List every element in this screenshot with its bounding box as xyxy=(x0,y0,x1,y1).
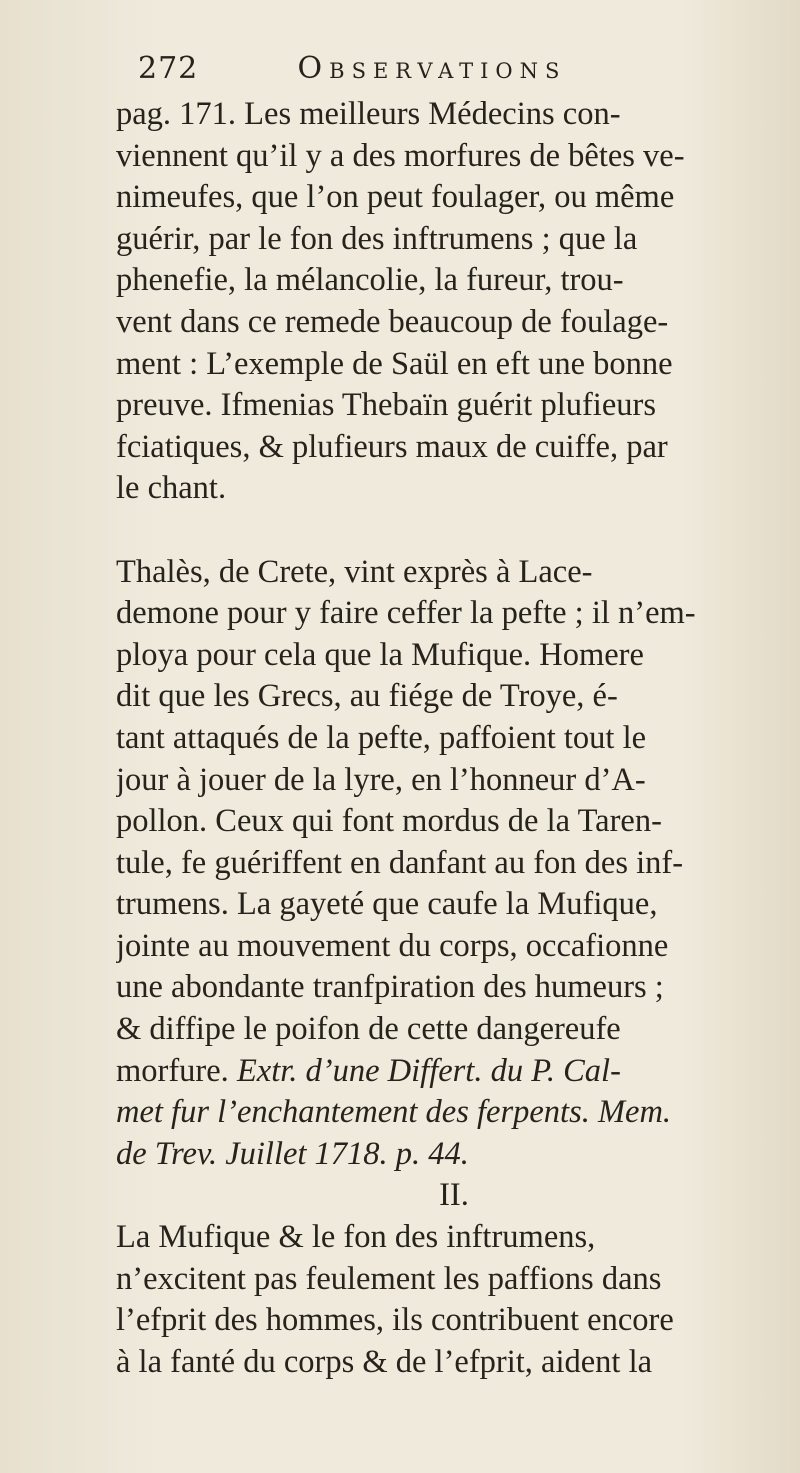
page-number: 272 xyxy=(138,51,199,86)
citation-line xyxy=(116,1092,792,1134)
text-line: demone pour y faire ceffer la pefte ; il n’em- xyxy=(116,595,696,632)
text-line: ploya pour cela que la Mufique. Homere xyxy=(116,636,644,673)
paragraph xyxy=(116,1217,792,1383)
text-line: nimeufes, que l’on peut foulager, ou même xyxy=(116,179,675,216)
text-line: trumens. La gayeté que caufe la Mufique, xyxy=(116,886,658,923)
text-line xyxy=(116,1051,792,1093)
text-line: tant attaqués de la pefte, paffoient tout le xyxy=(116,719,647,756)
running-title: Observations xyxy=(297,51,567,86)
text-line: La Mufique & le fon des inftrumens, xyxy=(116,1219,596,1256)
citation: de Trev. Juillet 1718. p. 44. xyxy=(116,1135,469,1172)
paragraph xyxy=(116,94,792,510)
text-line: guérir, par le fon des inftrumens ; que la xyxy=(116,220,638,257)
text-line: le chant. xyxy=(116,470,227,507)
text-line: ment : L’exemple de Saül en eft une bonne xyxy=(116,345,673,382)
citation: Extr. d’une Differt. du P. Cal- xyxy=(236,1052,621,1089)
body-text xyxy=(116,94,792,1383)
text-fragment: morfure. xyxy=(116,1052,229,1089)
text-line: à la fanté du corps & de l’efprit, aident la xyxy=(116,1343,653,1380)
text-line: jointe au mouvement du corps, occafionne xyxy=(116,927,669,964)
text-line: jour à jouer de la lyre, en l’honneur d’A- xyxy=(116,761,646,798)
text-line: tule, fe guériffent en danfant au fon des inf- xyxy=(116,844,684,881)
text-line: dit que les Grecs, au fiége de Troye, é- xyxy=(116,678,618,715)
citation: met fur l’enchantement des ferpents. Mem. xyxy=(116,1094,672,1131)
text-line: une abondante tranfpiration des humeurs ; xyxy=(116,969,664,1006)
text-line: vent dans ce remede beaucoup de foulage- xyxy=(116,303,669,340)
text-line: n’excitent pas feulement les paffions dans xyxy=(116,1260,662,1297)
text-line: l’efprit des hommes, ils contribuent encore xyxy=(116,1302,674,1339)
citation-line xyxy=(116,1134,792,1176)
paragraph xyxy=(116,552,792,1176)
section-numeral: II. xyxy=(439,1177,469,1214)
text-line: phenefie, la mélancolie, la fureur, trou- xyxy=(116,262,624,299)
text-line: & diffipe le poifon de cette dangereufe xyxy=(116,1011,621,1048)
text-line: viennent qu’il y a des morfures de bêtes ve- xyxy=(116,137,685,174)
text-line: preuve. Ifmenias Thebaïn guérit plufieurs xyxy=(116,387,656,424)
paragraph-gap xyxy=(116,510,792,552)
text-line: Thalès, de Crete, vint exprès à Lace- xyxy=(116,553,593,590)
text-line: fciatiques, & plufieurs maux de cuiffe, par xyxy=(116,428,668,465)
text-line: pag. 171. Les meilleurs Médecins con- xyxy=(116,96,621,132)
page-header xyxy=(138,44,788,94)
text-line: pollon. Ceux qui font mordus de la Taren- xyxy=(116,803,662,840)
